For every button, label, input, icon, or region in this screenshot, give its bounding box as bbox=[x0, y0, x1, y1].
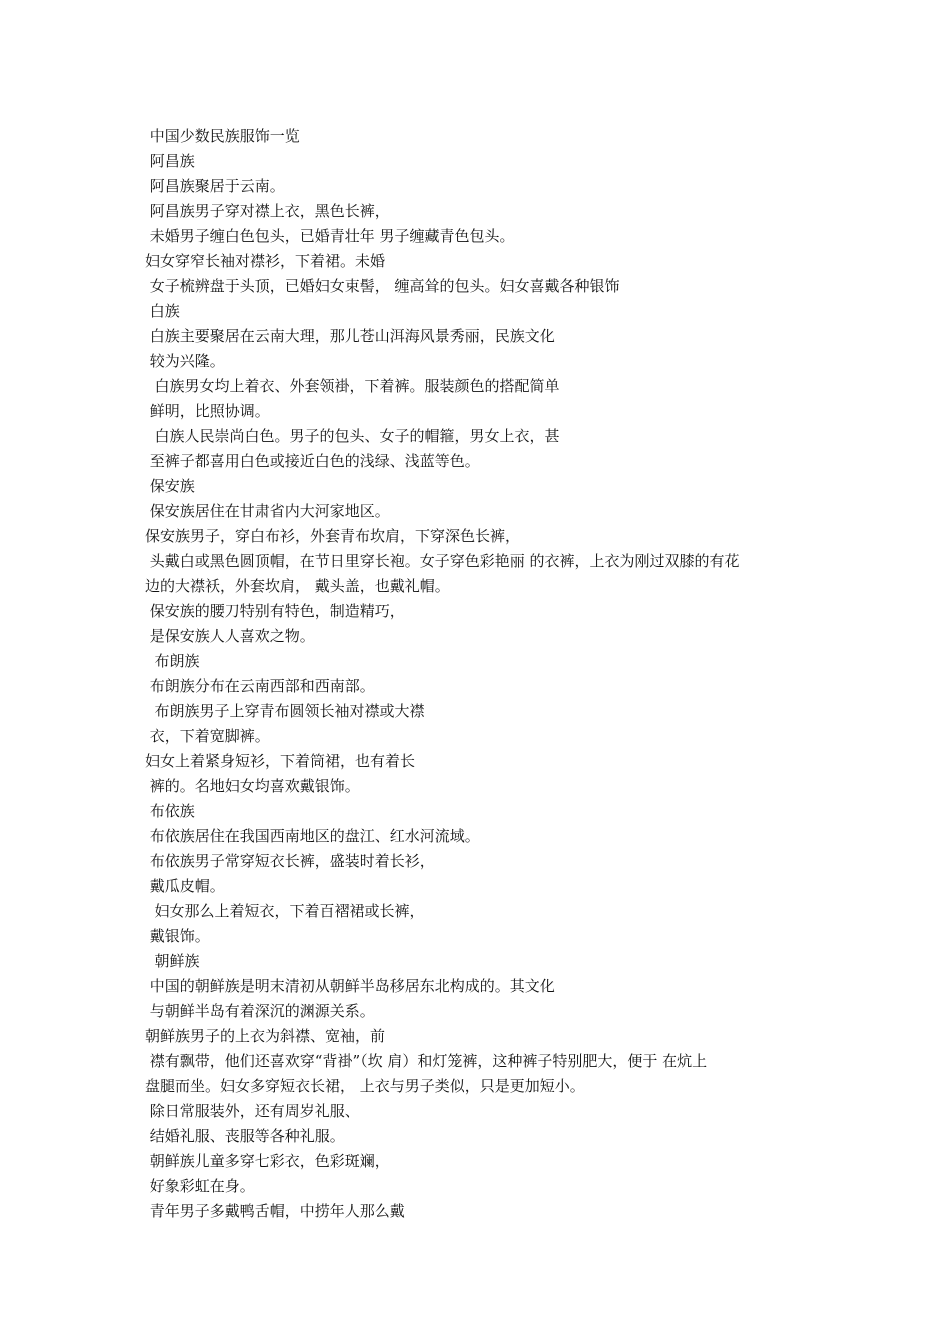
body-line: 白族主要聚居在云南大理，那儿苍山洱海风景秀丽，民族文化 bbox=[145, 327, 555, 345]
body-line: 妇女那么上着短衣，下着百褶裙或长裤， bbox=[145, 902, 425, 920]
body-line: 朝鲜族儿童多穿七彩衣，色彩斑斓， bbox=[145, 1152, 390, 1170]
body-line: 襟有飘带，他们还喜欢穿“背褂”（坎 肩）和灯笼裤，这种裤子特别肥大，便于 在炕上 bbox=[145, 1052, 708, 1070]
body-line: 戴瓜皮帽。 bbox=[145, 877, 225, 895]
section-heading-bai: 白族 bbox=[145, 302, 180, 320]
body-line: 盘腿而坐。妇女多穿短衣长裙， 上衣与男子类似，只是更加短小。 bbox=[145, 1077, 585, 1095]
body-line: 是保安族人人喜欢之物。 bbox=[145, 627, 315, 645]
body-line: 中国的朝鲜族是明末清初从朝鲜半岛移居东北构成的。其文化 bbox=[145, 977, 555, 995]
body-line: 与朝鲜半岛有着深沉的渊源关系。 bbox=[145, 1002, 375, 1020]
section-heading-chaoxian: 朝鲜族 bbox=[145, 952, 200, 970]
body-line: 女子梳辨盘于头顶，已婚妇女束髻， 缠高耸的包头。妇女喜戴各种银饰 bbox=[145, 277, 620, 295]
body-line: 阿昌族聚居于云南。 bbox=[145, 177, 285, 195]
section-heading-achang: 阿昌族 bbox=[145, 152, 195, 170]
body-line: 边的大襟袄，外套坎肩， 戴头盖，也戴礼帽。 bbox=[145, 577, 450, 595]
body-line: 结婚礼服、丧服等各种礼服。 bbox=[145, 1127, 345, 1145]
body-line: 布依族居住在我国西南地区的盘江、红水河流域。 bbox=[145, 827, 480, 845]
body-line: 白族男女均上着衣、外套领褂，下着裤。服装颜色的搭配简单 bbox=[145, 377, 560, 395]
body-line: 至裤子都喜用白色或接近白色的浅绿、浅蓝等色。 bbox=[145, 452, 480, 470]
body-line: 朝鲜族男子的上衣为斜襟、宽袖，前 bbox=[145, 1027, 386, 1045]
body-line: 较为兴隆。 bbox=[145, 352, 225, 370]
body-line: 保安族的腰刀特别有特色，制造精巧， bbox=[145, 602, 405, 620]
body-line: 布朗族分布在云南西部和西南部。 bbox=[145, 677, 375, 695]
body-line: 保安族男子，穿白布衫，外套青布坎肩，下穿深色长裤， bbox=[145, 527, 521, 545]
body-line: 好象彩虹在身。 bbox=[145, 1177, 255, 1195]
section-heading-bulang: 布朗族 bbox=[145, 652, 200, 670]
body-line: 妇女上着紧身短衫，下着筒裙，也有着长 bbox=[145, 752, 416, 770]
body-line: 白族人民崇尚白色。男子的包头、女子的帽箍，男女上衣，甚 bbox=[145, 427, 560, 445]
body-line: 阿昌族男子穿对襟上衣，黑色长裤， bbox=[145, 202, 390, 220]
body-line: 除日常服装外，还有周岁礼服、 bbox=[145, 1102, 360, 1120]
section-heading-buyi: 布依族 bbox=[145, 802, 195, 820]
body-line: 未婚男子缠白色包头，已婚青壮年 男子缠藏青色包头。 bbox=[145, 227, 515, 245]
body-line: 戴银饰。 bbox=[145, 927, 210, 945]
body-line: 鲜明，比照协调。 bbox=[145, 402, 270, 420]
section-heading-baoan: 保安族 bbox=[145, 477, 195, 495]
body-line: 妇女穿窄长袖对襟衫，下着裙。未婚 bbox=[145, 252, 386, 270]
body-line: 保安族居住在甘肃省内大河家地区。 bbox=[145, 502, 390, 520]
body-line: 青年男子多戴鸭舌帽，中捞年人那么戴 bbox=[145, 1202, 405, 1220]
body-line: 衣，下着宽脚裤。 bbox=[145, 727, 270, 745]
body-line: 布依族男子常穿短衣长裤，盛装时着长衫， bbox=[145, 852, 435, 870]
document-title: 中国少数民族服饰一览 bbox=[145, 127, 300, 145]
document-body bbox=[145, 124, 825, 1224]
body-line: 头戴白或黑色圆顶帽，在节日里穿长袍。女子穿色彩艳丽 的衣裤，上衣为刚过双膝的有花 bbox=[145, 552, 740, 570]
body-line: 布朗族男子上穿青布圆领长袖对襟或大襟 bbox=[145, 702, 425, 720]
body-line: 裤的。名地妇女均喜欢戴银饰。 bbox=[145, 777, 360, 795]
